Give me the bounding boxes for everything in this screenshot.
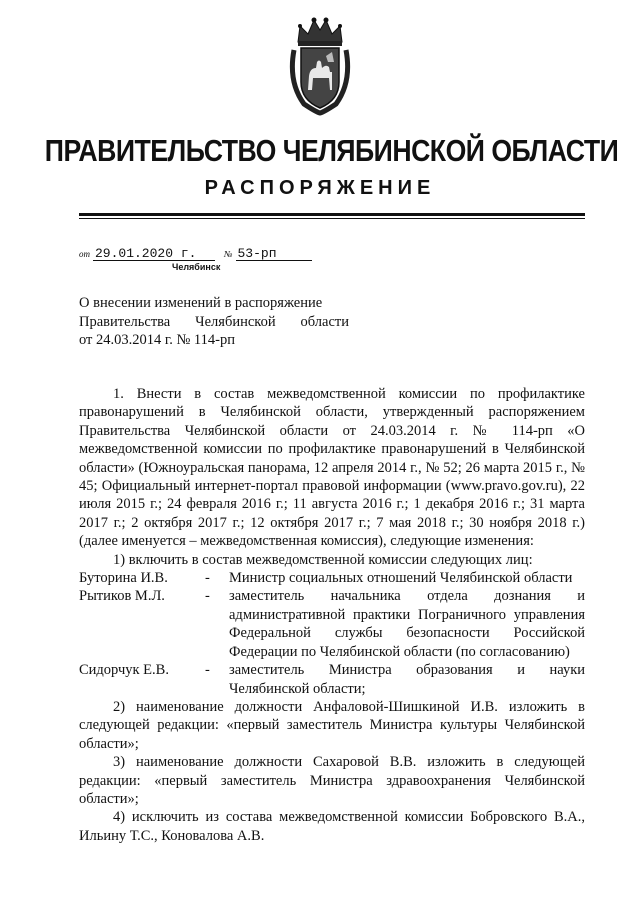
- document-meta: [79, 246, 312, 261]
- person-row: [79, 661, 585, 698]
- date-prefix: от: [79, 249, 90, 259]
- document-number: 53-рп: [236, 247, 312, 261]
- people-list: [79, 569, 585, 698]
- person-row: [79, 569, 585, 587]
- person-name: Рытиков М.Л.: [79, 588, 165, 605]
- coat-of-arms-icon: [286, 12, 354, 116]
- paragraph-1: 1. Внести в состав межведомственной комиссии по профилактике правонарушений в Челябинской области, утвержденный распоряжением Правительства Челябинской области от 24.03.2014 г. № 114-рп «О межведомственной комиссии по профилактике правонарушений в Челябинской области» (Южноуральская панорама, 12 апреля 2014 г., № 52; 26 марта 2015 г., № 45; Официальный интернет-портал правовой информации (www.pravo.gov.ru), 22 июля 2015 г.; 24 февраля 2016 г.; 11 августа 2016 г.; 1 декабря 2016 г.; 31 марта 2017 г.; 2 октября 2017 г.; 12 октября 2017 г.; 7 мая 2018 г.; 30 ноября 2018 г.) (далее именуется – межведомственная комиссия), следующие изменения:: [79, 386, 585, 550]
- document-type: РАСПОРЯЖЕНИЕ: [204, 177, 436, 199]
- person-name: Сидорчук Е.В.: [79, 662, 169, 679]
- document-subject: [79, 294, 349, 350]
- item-3: 3) наименование должности Сахаровой В.В. изложить в следующей редакции: «первый заместитель Министра здравоохранения Челябинской области»;: [79, 754, 585, 807]
- person-role: заместитель Министра образования и науки Челябинской области;: [229, 662, 585, 697]
- person-dash: -: [205, 570, 210, 587]
- number-prefix: №: [224, 249, 233, 259]
- person-name: Буторина И.В.: [79, 570, 168, 587]
- person-role: заместитель начальника отдела дознания и административной практики Пограничного управления Федеральной службы безопасности Российской Федерации по Челябинской области (по согласованию): [229, 588, 585, 660]
- item-4: 4) исключить из состава межведомственной комиссии Бобровского В.А., Ильину Т.С., Коновалова А.В.: [79, 809, 585, 844]
- header-divider-thick: [79, 213, 585, 216]
- header-divider-thin: [79, 218, 585, 219]
- item-2: 2) наименование должности Анфаловой-Шишкиной И.В. изложить в следующей редакции: «первый заместитель Министра культуры Челябинской области»;: [79, 698, 585, 752]
- subject-line-2: Правительства Челябинской области: [79, 313, 349, 330]
- government-title: ПРАВИТЕЛЬСТВО ЧЕЛЯБИНСКОЙ ОБЛАСТИ: [44, 133, 619, 168]
- person-row: [79, 587, 585, 661]
- person-dash: -: [205, 662, 210, 679]
- person-role: Министр социальных отношений Челябинской области: [229, 570, 573, 587]
- person-dash: -: [205, 588, 210, 605]
- subject-line-3: от 24.03.2014 г. № 114-рп: [79, 332, 235, 348]
- document-city: Челябинск: [172, 262, 221, 272]
- subject-line-1: О внесении изменений в распоряжение: [79, 295, 323, 311]
- document-header: [0, 134, 640, 200]
- document-body: [79, 385, 585, 845]
- item-1: 1) включить в состав межведомственной комиссии следующих лиц:: [113, 551, 533, 568]
- document-date: 29.01.2020 г.: [93, 247, 215, 261]
